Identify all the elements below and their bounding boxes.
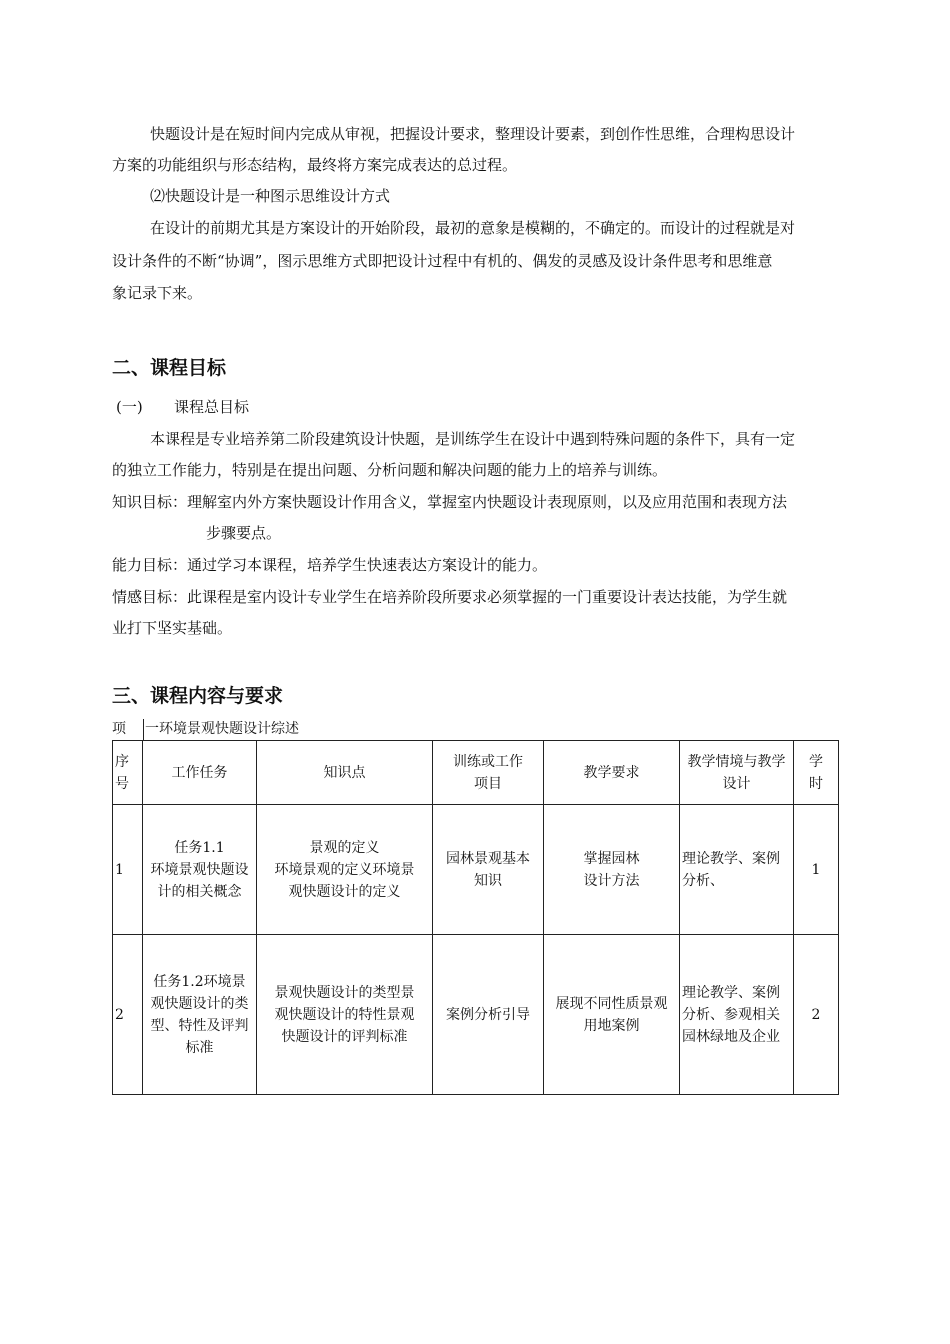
knowledge-goal-line-2: 步骤要点。 — [206, 524, 282, 542]
row-1-task: 任务1.1 环境景观快题设 计的相关概念 — [143, 805, 257, 935]
header-cell-knowledge: 知识点 — [257, 741, 433, 805]
row-1-training: 园林景观基本 知识 — [433, 805, 544, 935]
row-2-knowledge: 景观快题设计的类型景 观快题设计的特性景观 快题设计的评判标准 — [257, 935, 433, 1095]
section-3-heading: 三、课程内容与要求 — [112, 685, 284, 707]
table-row — [113, 935, 839, 1095]
intro-paragraph-2-line-3: 象记录下来。 — [112, 284, 203, 302]
table-header-row — [113, 741, 839, 805]
section-2-subheading-title: 课程总目标 — [174, 398, 250, 416]
intro-paragraph-1-line-2: 方案的功能组织与形态结构，最终将方案完成表达的总过程。 — [112, 156, 518, 174]
project-label: 项 — [112, 721, 126, 737]
row-2-training: 案例分析引导 — [433, 935, 544, 1095]
row-2-index: 2 — [113, 935, 143, 1095]
intro-paragraph-2-line-2: 设计条件的不断“协调”，图示思维方式即把设计过程中有机的、偶发的灵感及设计条件思考和思维意 — [112, 252, 773, 270]
section-2-paragraph-line-2: 的独立工作能力，特别是在提出问题、分析问题和解决问题的能力上的培养与训练。 — [112, 461, 668, 479]
section-2-paragraph-line-1: 本课程是专业培养第二阶段建筑设计快题，是训练学生在设计中遇到特殊问题的条件下，具有一定 — [150, 430, 796, 448]
project-divider — [143, 719, 144, 740]
emotion-goal-line-1: 情感目标：此课程是室内设计专业学生在培养阶段所要求必须掌握的一门重要设计表达技能，为学生就 — [112, 588, 788, 606]
header-cell-requirement: 教学要求 — [544, 741, 680, 805]
row-2-hours: 2 — [794, 935, 839, 1095]
project-title: 一环境景观快题设计综述 — [145, 721, 299, 737]
table-row — [113, 805, 839, 935]
course-content-table — [112, 740, 839, 1095]
emotion-goal-line-2: 业打下坚实基础。 — [112, 619, 233, 637]
header-cell-design: 教学情境与教学 设计 — [680, 741, 794, 805]
row-1-requirement: 掌握园林 设计方法 — [544, 805, 680, 935]
intro-paragraph-2-line-1: 在设计的前期尤其是方案设计的开始阶段，最初的意象是模糊的，不确定的。而设计的过程就是对 — [150, 219, 796, 237]
row-1-design: 理论教学、案例 分析、 — [680, 805, 794, 935]
section-2-subheading-number: (一) — [116, 398, 143, 416]
knowledge-goal-line-1: 知识目标：理解室内外方案快题设计作用含义，掌握室内快题设计表现原则，以及应用范围和表现方法 — [112, 493, 788, 511]
row-2-design: 理论教学、案例 分析、参观相关 园林绿地及企业 — [680, 935, 794, 1095]
intro-subheading-2: ⑵快题设计是一种图示思维设计方式 — [150, 187, 391, 205]
header-cell-index: 序 号 — [113, 741, 143, 805]
ability-goal: 能力目标：通过学习本课程，培养学生快速表达方案设计的能力。 — [112, 556, 548, 574]
intro-paragraph-1-line-1: 快题设计是在短时间内完成从审视，把握设计要求，整理设计要素，到创作性思维，合理构思设计 — [150, 125, 796, 143]
row-2-task: 任务1.2环境景 观快题设计的类 型、特性及评判 标准 — [143, 935, 257, 1095]
row-1-index: 1 — [113, 805, 143, 935]
header-cell-task: 工作任务 — [143, 741, 257, 805]
row-2-requirement: 展现不同性质景观 用地案例 — [544, 935, 680, 1095]
header-cell-hours: 学 时 — [794, 741, 839, 805]
section-2-heading: 二、课程目标 — [112, 357, 227, 379]
row-1-knowledge: 景观的定义 环境景观的定义环境景 观快题设计的定义 — [257, 805, 433, 935]
row-1-hours: 1 — [794, 805, 839, 935]
header-cell-training: 训练或工作 项目 — [433, 741, 544, 805]
